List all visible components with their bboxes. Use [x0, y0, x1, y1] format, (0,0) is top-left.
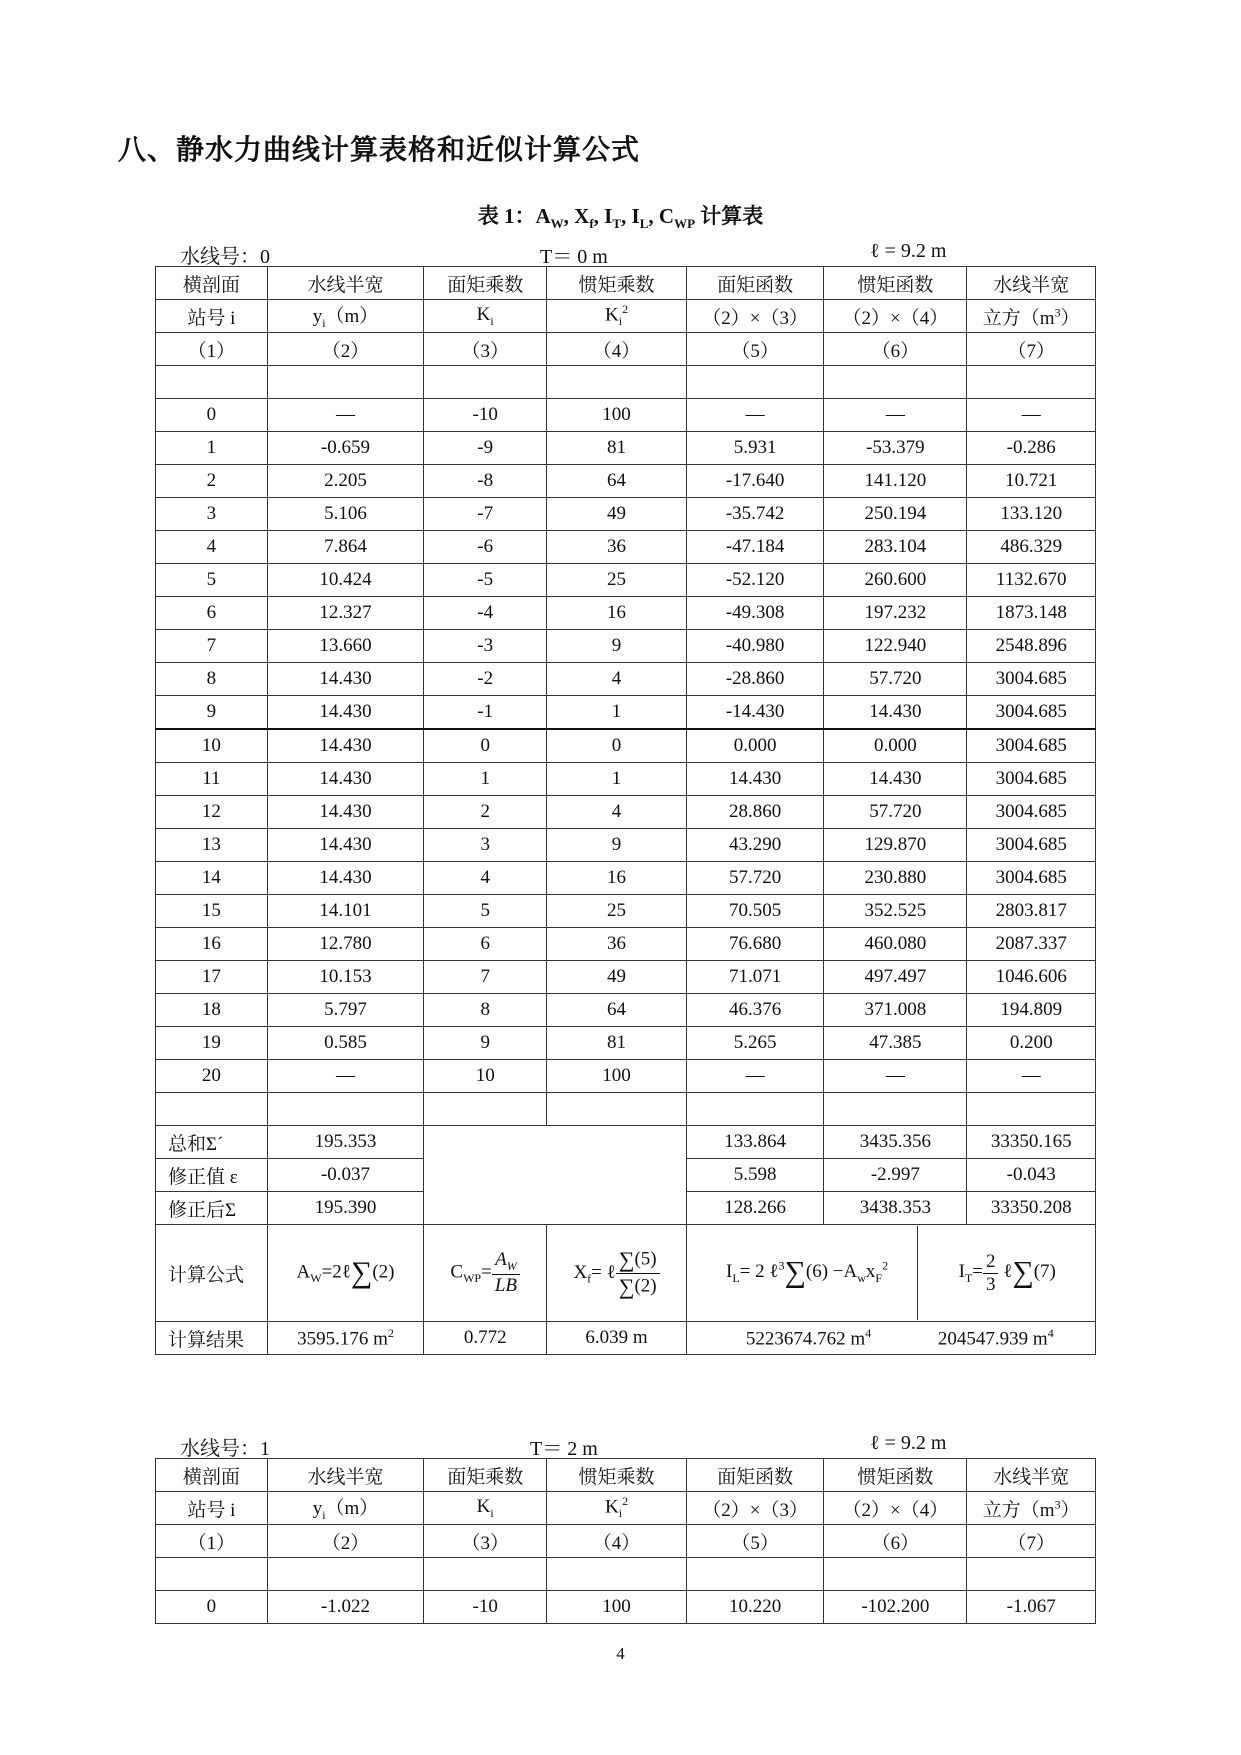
table-cell: 2803.817 — [967, 895, 1096, 928]
table-cell: 0.000 — [824, 729, 967, 763]
table-cell: 1 — [156, 432, 268, 465]
waterline-number: 水线号：0 — [180, 246, 270, 268]
table-row — [156, 465, 1096, 498]
table-cell: -5 — [424, 564, 547, 597]
section-heading: 八、静水力曲线计算表格和近似计算公式 — [118, 133, 641, 166]
table-cell: 194.809 — [967, 994, 1096, 1027]
header-cell: $K_i$ — [424, 1492, 547, 1525]
table-cell: 197.232 — [824, 597, 967, 630]
table-cell: 10.424 — [267, 564, 423, 597]
table-row — [156, 1027, 1096, 1060]
index-cell: （7） — [967, 333, 1096, 366]
table-cell: 2548.896 — [967, 630, 1096, 663]
correction-label: 修正值 ε — [156, 1159, 268, 1192]
header-cell: 惯矩函数 — [824, 267, 967, 300]
table-cell: 9 — [547, 829, 687, 862]
result-row — [156, 1322, 1096, 1355]
table-row — [156, 895, 1096, 928]
header-cell: 面矩乘数 — [424, 267, 547, 300]
table-cell: 2 — [424, 796, 547, 829]
blank-row — [156, 366, 1096, 399]
table-cell: -0.659 — [267, 432, 423, 465]
table-cell: — — [967, 399, 1096, 432]
table-cell: 497.497 — [824, 961, 967, 994]
table-cell: 36 — [547, 928, 687, 961]
table-cell: -102.200 — [824, 1591, 967, 1624]
table-cell: 2087.337 — [967, 928, 1096, 961]
table-cell: 12 — [156, 796, 268, 829]
header-row-1 — [156, 1459, 1096, 1492]
table-cell: 100 — [547, 399, 687, 432]
result-label: 计算结果 — [156, 1322, 268, 1355]
table-cell: 25 — [547, 564, 687, 597]
station-length: ℓ = 9.2 m — [870, 1432, 947, 1454]
table-cell: 14.430 — [267, 763, 423, 796]
table-cell: 12.327 — [267, 597, 423, 630]
header-cell: 立方$(m^3)$ — [967, 300, 1096, 333]
hydrostatic-table-1 — [155, 266, 1096, 1355]
table-cell: 43.290 — [686, 829, 823, 862]
table-cell: 13 — [156, 829, 268, 862]
table-cell: 10 — [424, 1060, 547, 1093]
corrected-cell: 195.390 — [267, 1192, 423, 1225]
corrected-label: 修正后Σ — [156, 1192, 268, 1225]
waterline-number: 水线号：1 — [180, 1438, 270, 1460]
table-cell: 9 — [424, 1027, 547, 1060]
table-cell: 7 — [156, 630, 268, 663]
table-cell: -8 — [424, 465, 547, 498]
table-cell: 352.525 — [824, 895, 967, 928]
header-cell: 横剖面 — [156, 267, 268, 300]
table-cell: 283.104 — [824, 531, 967, 564]
table-cell: 4 — [547, 796, 687, 829]
table-row — [156, 763, 1096, 796]
table-cell: — — [967, 1060, 1096, 1093]
station-length: ℓ = 9.2 m — [870, 240, 947, 262]
table-cell: — — [686, 1060, 823, 1093]
table-cell: 2.205 — [267, 465, 423, 498]
table-cell: 3004.685 — [967, 862, 1096, 895]
header-cell: 惯矩乘数 — [547, 1459, 687, 1492]
table-cell: 2 — [156, 465, 268, 498]
table-cell: 14.430 — [824, 763, 967, 796]
table-cell: 3004.685 — [967, 729, 1096, 763]
table-cell: 1 — [424, 763, 547, 796]
correction-cell: -2.997 — [824, 1159, 967, 1192]
table-cell: 4 — [547, 663, 687, 696]
table-cell: — — [824, 399, 967, 432]
table-cell: 260.600 — [824, 564, 967, 597]
formula-xf: $X_f=$ ℓ $\frac{\sum(5)}{\sum(2)}$ — [547, 1225, 687, 1322]
table-row — [156, 829, 1096, 862]
result-xf: 6.039 m — [547, 1322, 687, 1355]
result-it: 204547.939 $m^4$ — [937, 1325, 1054, 1350]
table-cell: 49 — [547, 498, 687, 531]
merged-empty-cell — [424, 1126, 687, 1225]
index-cell: （1） — [156, 333, 268, 366]
table-cell: 57.720 — [824, 663, 967, 696]
sum-cell: 3435.356 — [824, 1126, 967, 1159]
table-row — [156, 663, 1096, 696]
corrected-cell: 3438.353 — [824, 1192, 967, 1225]
table-cell: 57.720 — [824, 796, 967, 829]
header-cell: 水线半宽 — [967, 267, 1096, 300]
table-cell: 5 — [156, 564, 268, 597]
table-cell: 3 — [424, 829, 547, 862]
index-cell: （2） — [267, 1525, 423, 1558]
table-cell: 122.940 — [824, 630, 967, 663]
table-cell: 14.430 — [267, 862, 423, 895]
table-cell: 3004.685 — [967, 829, 1096, 862]
header-cell: $K_i^2$ — [547, 300, 687, 333]
hydrostatic-table-2 — [155, 1458, 1096, 1624]
table-cell: 13.660 — [267, 630, 423, 663]
result-aw: 3595.176 $m^2$ — [267, 1322, 423, 1355]
page-number: 4 — [616, 1644, 625, 1663]
table-cell: -1.067 — [967, 1591, 1096, 1624]
header-cell: 惯矩乘数 — [547, 267, 687, 300]
caption-prefix: 表 1： — [477, 204, 536, 228]
draft-value: T＝ 2 m — [530, 1438, 598, 1460]
table-cell: 70.505 — [686, 895, 823, 928]
header-cell: 面矩函数 — [686, 267, 823, 300]
index-cell: （4） — [547, 1525, 687, 1558]
table-cell: 28.860 — [686, 796, 823, 829]
sum-cell: 195.353 — [267, 1126, 423, 1159]
table-cell: -35.742 — [686, 498, 823, 531]
table-cell: 1873.148 — [967, 597, 1096, 630]
blank-row — [156, 1558, 1096, 1591]
table-cell: 46.376 — [686, 994, 823, 1027]
table-cell: 17 — [156, 961, 268, 994]
header-cell: $K_i$ — [424, 300, 547, 333]
sum-row — [156, 1126, 1096, 1159]
header-row-2 — [156, 1492, 1096, 1525]
table-cell: -9 — [424, 432, 547, 465]
table-cell: 0.585 — [267, 1027, 423, 1060]
column-index-row — [156, 333, 1096, 366]
header-row-1 — [156, 267, 1096, 300]
table-cell: 7.864 — [267, 531, 423, 564]
table-cell: 5.265 — [686, 1027, 823, 1060]
result-il-it — [686, 1322, 1095, 1355]
table-cell: 0 — [424, 729, 547, 763]
index-cell: （5） — [686, 1525, 823, 1558]
header-cell: 立方$(m^3)$ — [967, 1492, 1096, 1525]
table-cell: — — [686, 399, 823, 432]
draft-value: T＝ 0 m — [540, 246, 608, 268]
table-cell: 3004.685 — [967, 763, 1096, 796]
header-cell: （2）×（3） — [686, 1492, 823, 1525]
table-cell: 141.120 — [824, 465, 967, 498]
table-cell: 100 — [547, 1060, 687, 1093]
table-cell: -1.022 — [267, 1591, 423, 1624]
header-cell: 水线半宽 — [267, 267, 423, 300]
table-cell: -49.308 — [686, 597, 823, 630]
corrected-cell: 128.266 — [686, 1192, 823, 1225]
header-cell: 面矩乘数 — [424, 1459, 547, 1492]
header-cell: 惯矩函数 — [824, 1459, 967, 1492]
table-row — [156, 399, 1096, 432]
table-row — [156, 862, 1096, 895]
table-cell: 16 — [547, 862, 687, 895]
table-row — [156, 432, 1096, 465]
table-cell: 10.220 — [686, 1591, 823, 1624]
result-cwp: 0.772 — [424, 1322, 547, 1355]
header-cell: （2）×（4） — [824, 1492, 967, 1525]
header-cell: （2）×（4） — [824, 300, 967, 333]
table-cell: -14.430 — [686, 696, 823, 730]
table-cell: — — [267, 399, 423, 432]
table-cell: 129.870 — [824, 829, 967, 862]
table-cell: -2 — [424, 663, 547, 696]
table-cell: 47.385 — [824, 1027, 967, 1060]
formula-cwp: $C_{WP}=$ $\frac{A_W}{LB}$ — [424, 1225, 547, 1322]
formula-it: $I_T=$ $\frac{2}{3}$ ℓ∑(7) — [958, 1250, 1056, 1295]
table2-data-rows — [156, 1591, 1096, 1624]
blank-row — [156, 1093, 1096, 1126]
table-cell: 100 — [547, 1591, 687, 1624]
table-cell: -52.120 — [686, 564, 823, 597]
table-cell: 133.120 — [967, 498, 1096, 531]
table-cell: -53.379 — [824, 432, 967, 465]
table-cell: 9 — [156, 696, 268, 730]
table-cell: 5.797 — [267, 994, 423, 1027]
table-cell: 371.008 — [824, 994, 967, 1027]
table-cell: -6 — [424, 531, 547, 564]
index-cell: （6） — [824, 333, 967, 366]
table-row — [156, 1591, 1096, 1624]
table-row — [156, 1060, 1096, 1093]
header-cell: 站号 i — [156, 1492, 268, 1525]
table-row — [156, 729, 1096, 763]
table-cell: 20 — [156, 1060, 268, 1093]
header-cell: 面矩函数 — [686, 1459, 823, 1492]
table-cell: 10 — [156, 729, 268, 763]
table-cell: -47.184 — [686, 531, 823, 564]
table-cell: -40.980 — [686, 630, 823, 663]
table-cell: 81 — [547, 432, 687, 465]
table-cell: 15 — [156, 895, 268, 928]
index-cell: （2） — [267, 333, 423, 366]
table-cell: 71.071 — [686, 961, 823, 994]
table-cell: 81 — [547, 1027, 687, 1060]
header-cell: 水线半宽 — [967, 1459, 1096, 1492]
table-cell: 1 — [547, 696, 687, 730]
table-cell: 18 — [156, 994, 268, 1027]
table-cell: 3004.685 — [967, 663, 1096, 696]
table-cell: 14.430 — [686, 763, 823, 796]
table-cell: 4 — [156, 531, 268, 564]
caption-body: $A_W$, $X_f$, $I_T$, $I_L$, $C_{WP}$ 计算表 — [535, 204, 764, 232]
table-cell: -10 — [424, 399, 547, 432]
table-cell: 0 — [156, 1591, 268, 1624]
table-cell: 16 — [547, 597, 687, 630]
table-row — [156, 994, 1096, 1027]
index-cell: （6） — [824, 1525, 967, 1558]
table-cell: 0 — [547, 729, 687, 763]
formula-label: 计算公式 — [156, 1225, 268, 1322]
table-cell: 64 — [547, 465, 687, 498]
table-cell: -10 — [424, 1591, 547, 1624]
table-row — [156, 796, 1096, 829]
table-cell: -3 — [424, 630, 547, 663]
table-cell: 6 — [424, 928, 547, 961]
table-cell: 230.880 — [824, 862, 967, 895]
correction-cell: -0.037 — [267, 1159, 423, 1192]
table-cell: 3004.685 — [967, 796, 1096, 829]
table-cell: 14.430 — [267, 796, 423, 829]
index-cell: （7） — [967, 1525, 1096, 1558]
sum-cell: 133.864 — [686, 1126, 823, 1159]
correction-cell: -0.043 — [967, 1159, 1096, 1192]
table-row — [156, 564, 1096, 597]
table-cell: 14.430 — [824, 696, 967, 730]
table-cell: 4 — [424, 862, 547, 895]
table-row — [156, 498, 1096, 531]
index-cell: （3） — [424, 333, 547, 366]
formula-aw: $A_W=2\ell\sum(2)$ — [267, 1225, 423, 1322]
table-cell: 16 — [156, 928, 268, 961]
header-cell: $y_i(m)$ — [267, 300, 423, 333]
index-cell: （5） — [686, 333, 823, 366]
table-cell: 14.430 — [267, 729, 423, 763]
table-cell: 25 — [547, 895, 687, 928]
table-cell: -7 — [424, 498, 547, 531]
table-cell: 3 — [156, 498, 268, 531]
table-cell: 11 — [156, 763, 268, 796]
result-il: 5223674.762 $m^4$ — [745, 1325, 872, 1350]
header-cell: 横剖面 — [156, 1459, 268, 1492]
table-cell: 36 — [547, 531, 687, 564]
table-cell: -28.860 — [686, 663, 823, 696]
table-cell: 0.200 — [967, 1027, 1096, 1060]
table-cell: 8 — [156, 663, 268, 696]
table-cell: 486.329 — [967, 531, 1096, 564]
header-cell: $K_i^2$ — [547, 1492, 687, 1525]
header-row-2 — [156, 300, 1096, 333]
table-cell: 57.720 — [686, 862, 823, 895]
table-cell: — — [267, 1060, 423, 1093]
index-cell: （3） — [424, 1525, 547, 1558]
table1-data-rows — [156, 399, 1096, 1093]
table-cell: 6 — [156, 597, 268, 630]
header-cell: 站号 i — [156, 300, 268, 333]
table-cell: 14 — [156, 862, 268, 895]
table-cell: 14.430 — [267, 829, 423, 862]
table-cell: -17.640 — [686, 465, 823, 498]
sum-label: 总和Σ´ — [156, 1126, 268, 1159]
sum-cell: 33350.165 — [967, 1126, 1096, 1159]
index-cell: （1） — [156, 1525, 268, 1558]
table-cell: 5.931 — [686, 432, 823, 465]
table-cell: 460.080 — [824, 928, 967, 961]
header-cell: （2）×（3） — [686, 300, 823, 333]
column-index-row — [156, 1525, 1096, 1558]
table-cell: -4 — [424, 597, 547, 630]
table-cell: 49 — [547, 961, 687, 994]
table-cell: 8 — [424, 994, 547, 1027]
table-cell: 1 — [547, 763, 687, 796]
table-cell: 0 — [156, 399, 268, 432]
corrected-cell: 33350.208 — [967, 1192, 1096, 1225]
table-caption — [0, 200, 1241, 232]
correction-cell: 5.598 — [686, 1159, 823, 1192]
table-row — [156, 531, 1096, 564]
formula-row — [156, 1225, 1096, 1322]
table-cell: 12.780 — [267, 928, 423, 961]
table-cell: 7 — [424, 961, 547, 994]
table-cell: — — [824, 1060, 967, 1093]
table-cell: 1132.670 — [967, 564, 1096, 597]
table-row — [156, 630, 1096, 663]
table-cell: 76.680 — [686, 928, 823, 961]
table-cell: 10.153 — [267, 961, 423, 994]
table-cell: 5.106 — [267, 498, 423, 531]
table-cell: 10.721 — [967, 465, 1096, 498]
index-cell: （4） — [547, 333, 687, 366]
table-cell: 14.101 — [267, 895, 423, 928]
table-cell: 1046.606 — [967, 961, 1096, 994]
header-cell: 水线半宽 — [267, 1459, 423, 1492]
formula-il: $I_L= 2$ ℓ$^3$∑(6) $-A_wx_F^2$ — [725, 1256, 889, 1289]
table-cell: 9 — [547, 630, 687, 663]
table-row — [156, 597, 1096, 630]
table-cell: -1 — [424, 696, 547, 730]
formula-il-it — [686, 1225, 1095, 1322]
table-cell: 250.194 — [824, 498, 967, 531]
table-row — [156, 696, 1096, 730]
table-cell: 14.430 — [267, 663, 423, 696]
header-cell: $y_i(m)$ — [267, 1492, 423, 1525]
table-row — [156, 928, 1096, 961]
table-cell: 5 — [424, 895, 547, 928]
table-cell: 3004.685 — [967, 696, 1096, 730]
table-cell: 64 — [547, 994, 687, 1027]
table-cell: 14.430 — [267, 696, 423, 730]
table-cell: -0.286 — [967, 432, 1096, 465]
table-cell: 0.000 — [686, 729, 823, 763]
table-cell: 19 — [156, 1027, 268, 1060]
table-row — [156, 961, 1096, 994]
